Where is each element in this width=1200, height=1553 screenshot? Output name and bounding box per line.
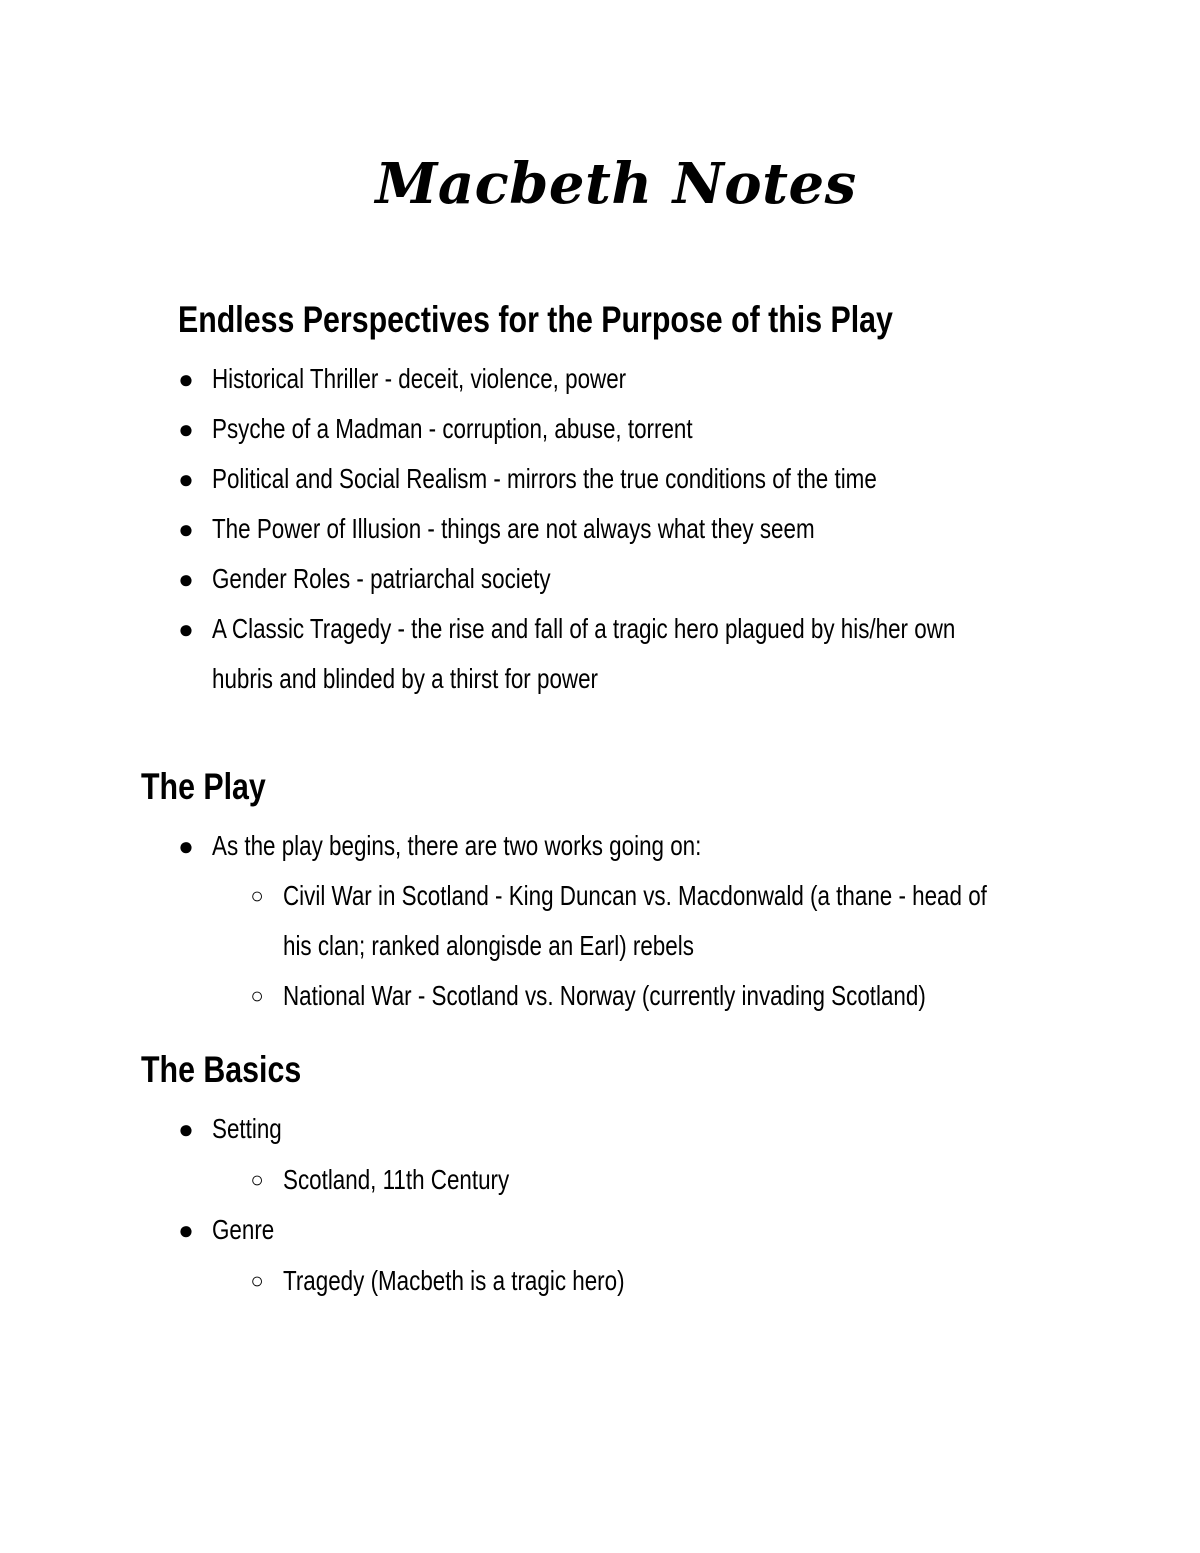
list-item-text: Gender Roles - patriarchal society	[212, 563, 551, 594]
hollow-bullet-icon: ○	[250, 983, 264, 1008]
section-heading-perspectives: Endless Perspectives for the Purpose of this Play	[178, 299, 893, 340]
bullet-icon: ●	[178, 564, 194, 594]
bullet-icon: ●	[178, 1215, 194, 1245]
list-item-text: Tragedy (Macbeth is a tragic hero)	[283, 1265, 625, 1296]
hollow-bullet-icon: ○	[250, 1167, 264, 1192]
list-item-text: National War - Scotland vs. Norway (currently invading Scotland)	[283, 980, 926, 1011]
bullet-icon: ●	[178, 831, 194, 861]
list-item-text: Scotland, 11th Century	[283, 1164, 510, 1195]
bullet-icon: ●	[178, 464, 194, 494]
list-item-text: As the play begins, there are two works going on:	[212, 830, 702, 861]
hollow-bullet-icon: ○	[250, 883, 264, 908]
section-heading-the-basics: The Basics	[141, 1049, 302, 1090]
list-item-text: A Classic Tragedy - the rise and fall of a tragic hero plagued by his/her own	[212, 613, 956, 644]
list-item-text: hubris and blinded by a thirst for power	[212, 663, 598, 694]
list-item-text: his clan; ranked alongisde an Earl) rebels	[283, 930, 694, 961]
list-item-text: Genre	[212, 1214, 275, 1245]
bullet-icon: ●	[178, 364, 194, 394]
document-title: Macbeth Notes	[375, 151, 857, 217]
list-item-text: Political and Social Realism - mirrors the true conditions of the time	[212, 463, 877, 494]
bullet-icon: ●	[178, 1114, 194, 1144]
list-item-text: Civil War in Scotland - King Duncan vs. Macdonwald (a thane - head of	[283, 880, 987, 911]
bullet-icon: ●	[178, 514, 194, 544]
section-heading-the-play: The Play	[141, 766, 266, 807]
hollow-bullet-icon: ○	[250, 1268, 264, 1293]
list-item-text: Historical Thriller - deceit, violence, power	[212, 363, 627, 394]
list-item-text: The Power of Illusion - things are not always what they seem	[212, 513, 815, 544]
list-item-text: Psyche of a Madman - corruption, abuse, torrent	[212, 413, 693, 444]
list-item-text: Setting	[212, 1113, 282, 1144]
bullet-icon: ●	[178, 614, 194, 644]
bullet-icon: ●	[178, 414, 194, 444]
